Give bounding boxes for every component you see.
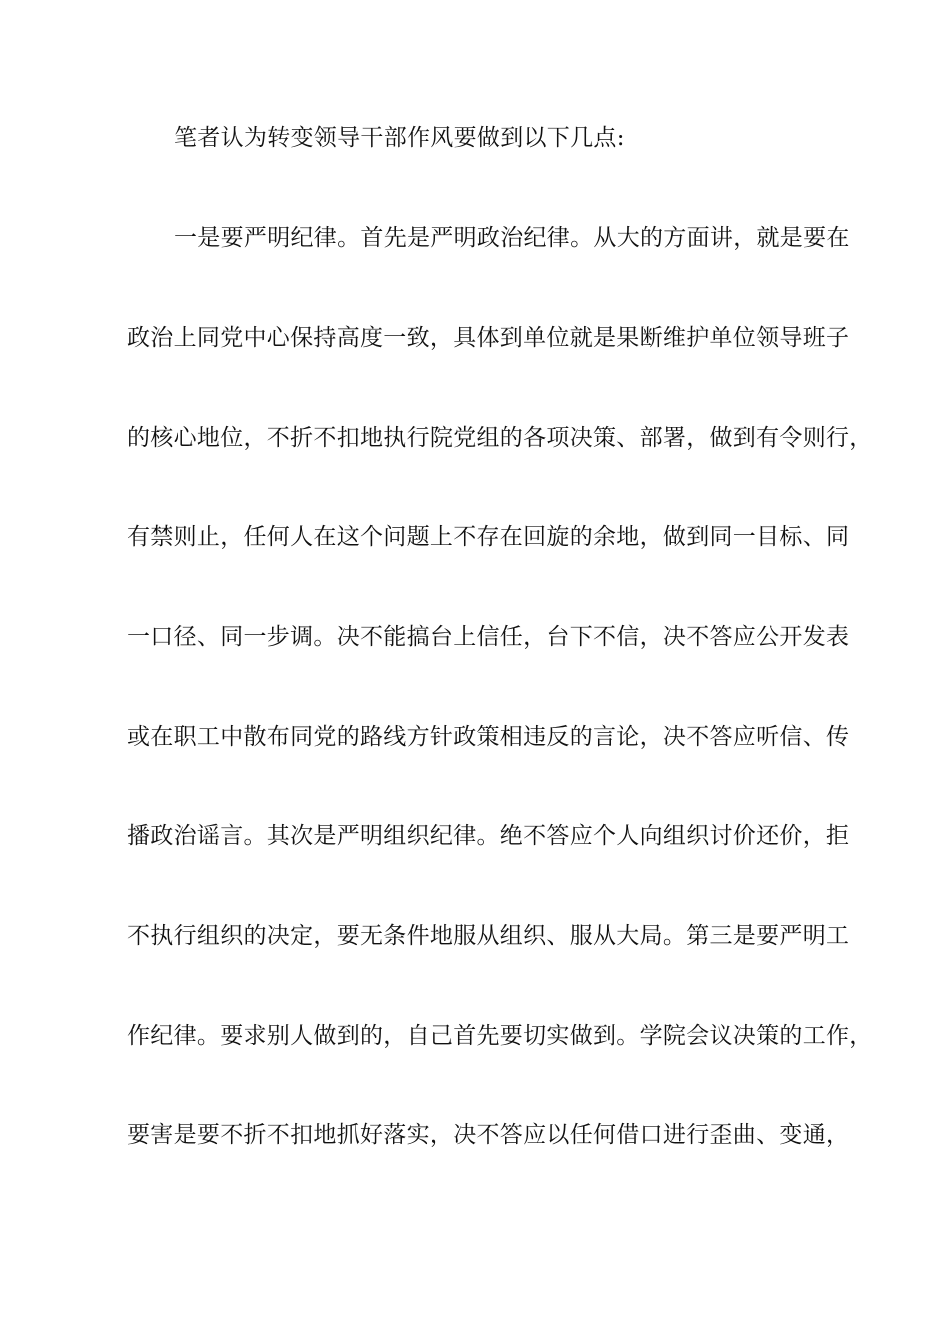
text-line: 播政治谣言。其次是严明组织纪律。绝不答应个人向组织讨价还价，拒 [127, 823, 850, 849]
text-line: 或在职工中散布同党的路线方针政策相违反的言论，决不答应听信、传 [127, 724, 850, 750]
text-line: 有禁则止，任何人在这个问题上不存在回旋的余地，做到同一目标、同 [127, 524, 850, 550]
paragraph-intro-line: 笔者认为转变领导干部作风要做到以下几点: [174, 125, 625, 151]
text-line: 作纪律。要求别人做到的，自己首先要切实做到。学院会议决策的工作， [127, 1023, 873, 1049]
paragraph-point-one-line: 一是要严明纪律。首先是严明政治纪律。从大的方面讲，就是要在 [174, 225, 850, 251]
text-line: 要害是要不折不扣地抓好落实，决不答应以任何借口进行歪曲、变通， [127, 1122, 850, 1148]
text-line: 不执行组织的决定，要无条件地服从组织、服从大局。第三是要严明工 [127, 923, 850, 949]
text-line: 的核心地位，不折不扣地执行院党组的各项决策、部署，做到有令则行， [127, 425, 873, 451]
text-line: 一口径、同一步调。决不能搞台上信任，台下不信，决不答应公开发表 [127, 624, 850, 650]
text-line: 政治上同党中心保持高度一致，具体到单位就是果断维护单位领导班子 [127, 325, 850, 351]
